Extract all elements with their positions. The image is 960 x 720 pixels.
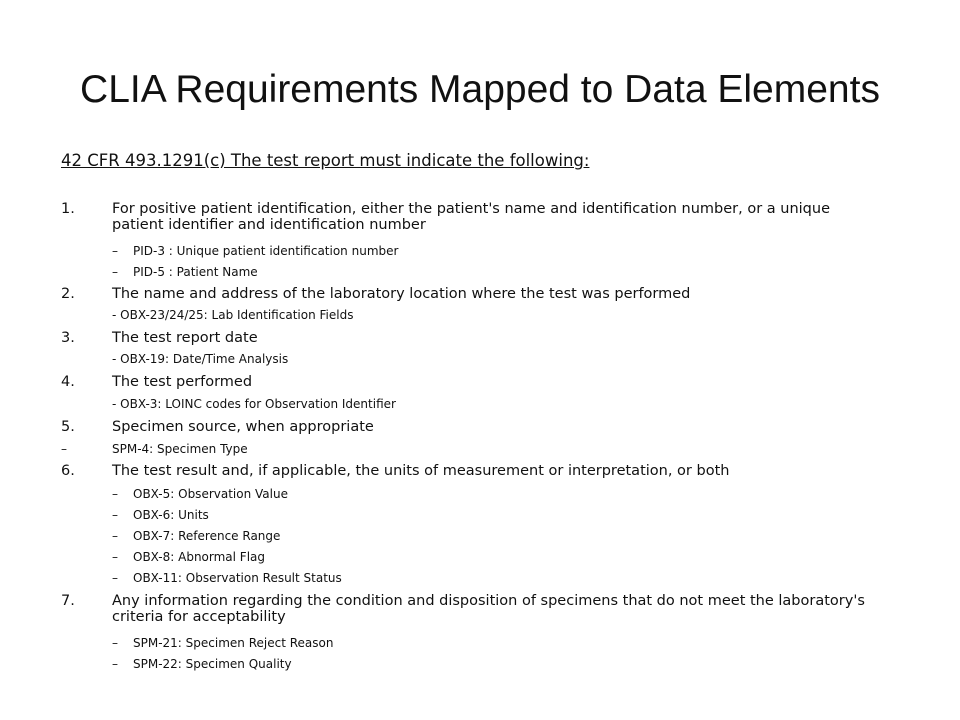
requirement-item-1 (61, 201, 881, 233)
dash-bullet: – (112, 508, 118, 522)
dash-bullet: – (61, 442, 67, 456)
item-text: For positive patient identification, either the patient's name and identification number, or a unique patient identifier and identification number (112, 201, 830, 233)
item-number: 7. (61, 593, 75, 609)
mapping-obx19: - OBX-19: Date/Time Analysis (112, 352, 289, 366)
dash-bullet: – (112, 265, 118, 279)
mapping-text: PID-5 : Patient Name (133, 265, 258, 279)
requirement-item-7 (61, 593, 881, 625)
item-text: Specimen source, when appropriate (112, 419, 374, 435)
item-text: The test result and, if applicable, the units of measurement or interpretation, or both (112, 463, 730, 479)
mapping-text: SPM-4: Specimen Type (112, 442, 248, 456)
item-text: The name and address of the laboratory location where the test was performed (112, 286, 691, 302)
mapping-text: OBX-5: Observation Value (133, 487, 288, 501)
mapping-text: SPM-21: Specimen Reject Reason (133, 636, 334, 650)
item-number: 4. (61, 374, 75, 390)
slide-title: CLIA Requirements Mapped to Data Elements (80, 68, 880, 111)
requirement-item-5 (61, 419, 881, 435)
item-number: 6. (61, 463, 75, 479)
item-text: The test performed (112, 374, 253, 390)
item-number: 2. (61, 286, 75, 302)
requirement-item-2 (61, 286, 881, 302)
mapping-obx3: - OBX-3: LOINC codes for Observation Identifier (112, 397, 396, 411)
dash-bullet: – (112, 571, 118, 585)
mapping-text: OBX-7: Reference Range (133, 529, 281, 543)
regulation-heading: 42 CFR 493.1291(c) The test report must indicate the following: (61, 151, 590, 170)
item-text: The test report date (112, 330, 258, 346)
requirement-item-6 (61, 463, 881, 479)
mapping-text: SPM-22: Specimen Quality (133, 657, 292, 671)
item-number: 3. (61, 330, 75, 346)
mapping-obx23: - OBX-23/24/25: Lab Identification Fields (112, 308, 354, 322)
mapping-text: PID-3 : Unique patient identification number (133, 244, 399, 258)
mapping-text: OBX-8: Abnormal Flag (133, 550, 266, 564)
dash-bullet: – (112, 636, 118, 650)
dash-bullet: – (112, 550, 118, 564)
mapping-text: OBX-6: Units (133, 508, 209, 522)
requirement-item-3 (61, 330, 881, 346)
item-text: Any information regarding the condition and disposition of specimens that do not meet the laboratory's criteria for acceptability (112, 593, 865, 625)
item-number: 1. (61, 201, 75, 217)
requirement-item-4 (61, 374, 881, 390)
dash-bullet: – (112, 487, 118, 501)
dash-bullet: – (112, 244, 118, 258)
item-number: 5. (61, 419, 75, 435)
dash-bullet: – (112, 657, 118, 671)
mapping-text: OBX-11: Observation Result Status (133, 571, 342, 585)
dash-bullet: – (112, 529, 118, 543)
